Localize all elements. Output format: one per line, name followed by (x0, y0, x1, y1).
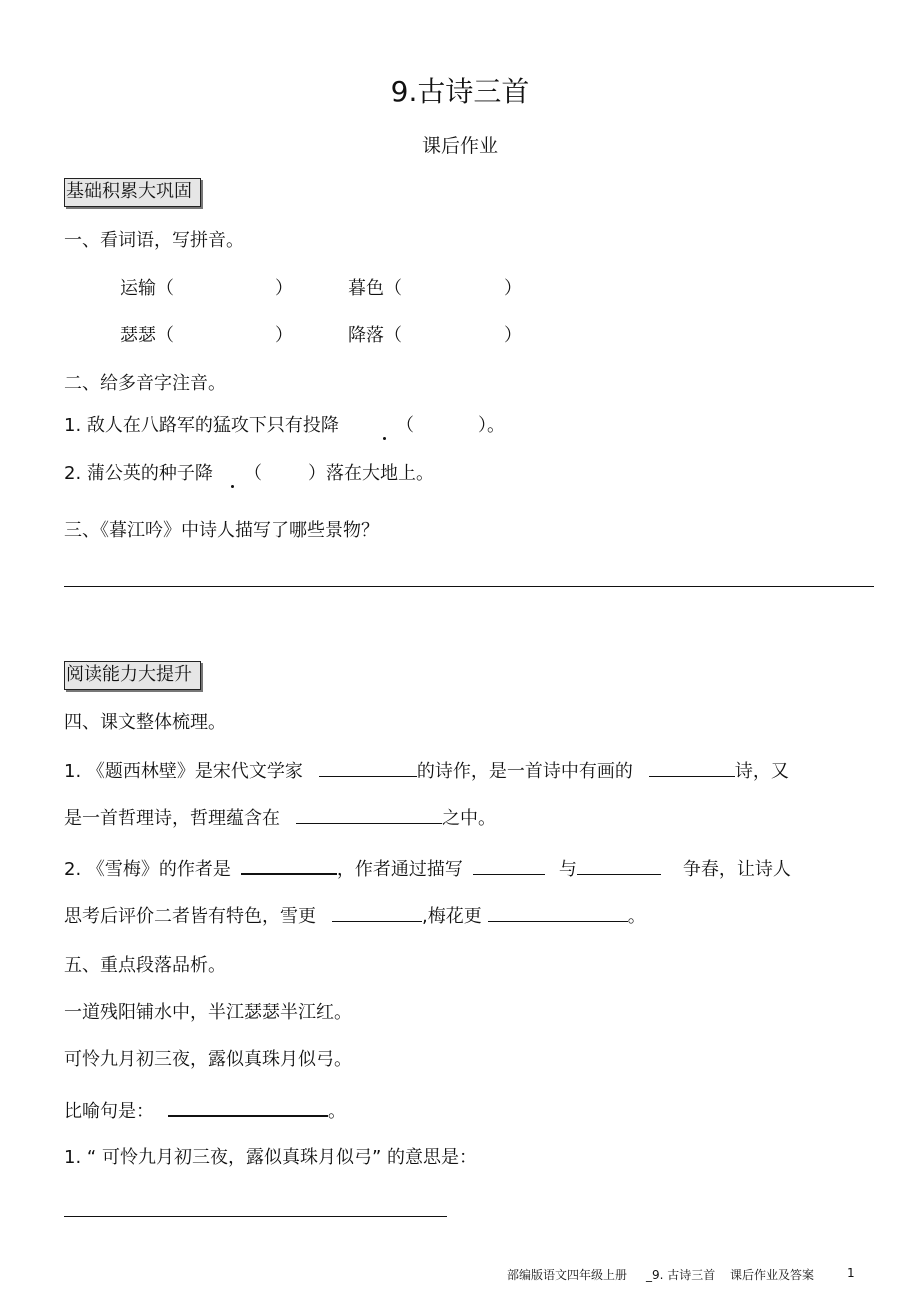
question-1-heading: 一、看词语，写拼音。 (64, 230, 244, 251)
q4-line-3-b: ，作者通过描写 (336, 859, 463, 880)
fill-blank[interactable] (473, 856, 545, 875)
fill-blank[interactable] (168, 1097, 328, 1117)
page-title: 9.古诗三首 (390, 75, 530, 108)
q4-line-4 (64, 903, 646, 930)
q4-line-1-c: 诗，又 (734, 761, 789, 782)
q2-item-1-close: ）。 (478, 415, 505, 436)
metaphor-end: 。 (328, 1101, 346, 1122)
footer-book: 部编版语文四年级上册 (507, 1268, 628, 1282)
poem-line-2: 可怜九月初三夜，露似真珠月似弓。 (64, 1049, 352, 1070)
answer-line (64, 1216, 447, 1217)
word-2: 暮色（ (348, 278, 402, 299)
q2-item-1-text: 1. 敌人在八路军的猛攻下只有投降 (64, 415, 339, 436)
metaphor-line (64, 1097, 346, 1125)
q4-line-1-b: 的诗作，是一首诗中有画的 (416, 761, 633, 782)
answer-line (64, 586, 874, 587)
question-2-heading: 二、给多音字注音。 (64, 373, 226, 394)
q2-item-2-close: ）落在大地上。 (308, 463, 434, 484)
q4-line-3-c: 与 (558, 859, 577, 880)
q2-item-2-text: 2. 蒲公英的种子降 (64, 463, 213, 484)
q2-item-2-open: （ (244, 463, 262, 484)
word-3: 瑟瑟（ (120, 325, 174, 346)
page-subtitle: 课后作业 (421, 135, 498, 157)
emphasis-dot (383, 437, 386, 440)
fill-blank[interactable] (296, 805, 442, 824)
poem-line-1: 一道残阳铺水中，半江瑟瑟半江红。 (64, 1002, 352, 1023)
question-5-heading: 五、重点段落品析。 (64, 955, 226, 976)
metaphor-label: 比喻句是： (64, 1101, 154, 1122)
q4-line-4-b: ,梅花更 (422, 906, 482, 927)
q4-line-2 (64, 805, 496, 832)
fill-blank[interactable] (577, 856, 661, 875)
question-3-heading: 三、《暮江吟》中诗人描写了哪些景物？ (64, 520, 379, 541)
word-4-close: ） (504, 325, 522, 346)
q2-item-1-open: （ (396, 415, 414, 436)
section-header-basic: 基础积累大巩固 (64, 178, 201, 207)
section-header-reading: 阅读能力大提升 (64, 661, 201, 690)
q4-line-2-a: 是一首哲理诗，哲理蕴含在 (64, 808, 280, 829)
q5-item-1: 1. “ 可怜九月初三夜，露似真珠月似弓” 的意思是： (64, 1147, 477, 1168)
fill-blank[interactable] (332, 903, 422, 922)
q4-line-3-d: 争春，让诗人 (682, 859, 791, 880)
page-number: 1 (847, 1266, 855, 1280)
q4-line-4-c: 。 (627, 906, 646, 927)
q4-line-2-b: 之中。 (442, 808, 496, 829)
fill-blank[interactable] (649, 758, 735, 777)
word-4: 降落（ (348, 325, 402, 346)
emphasis-dot (231, 485, 234, 488)
q4-line-1 (64, 758, 789, 785)
word-1: 运输（ (120, 278, 174, 299)
fill-blank[interactable] (241, 855, 337, 875)
footer-lesson: _9. 古诗三首 (646, 1268, 716, 1282)
q4-line-1-a: 1. 《题西林壁》是宋代文学家 (64, 761, 303, 782)
q4-line-4-a: 思考后评价二者皆有特色，雪更 (64, 906, 316, 927)
word-2-close: ） (504, 278, 522, 299)
q4-line-3 (64, 855, 791, 883)
fill-blank[interactable] (488, 903, 628, 922)
question-4-heading: 四、课文整体梳理。 (64, 712, 226, 733)
fill-blank[interactable] (319, 758, 417, 777)
q4-line-3-a: 2. 《雪梅》的作者是 (64, 859, 231, 880)
word-1-close: ） (275, 278, 293, 299)
word-3-close: ） (275, 325, 293, 346)
footer-doc: 课后作业及答案 (730, 1268, 815, 1282)
